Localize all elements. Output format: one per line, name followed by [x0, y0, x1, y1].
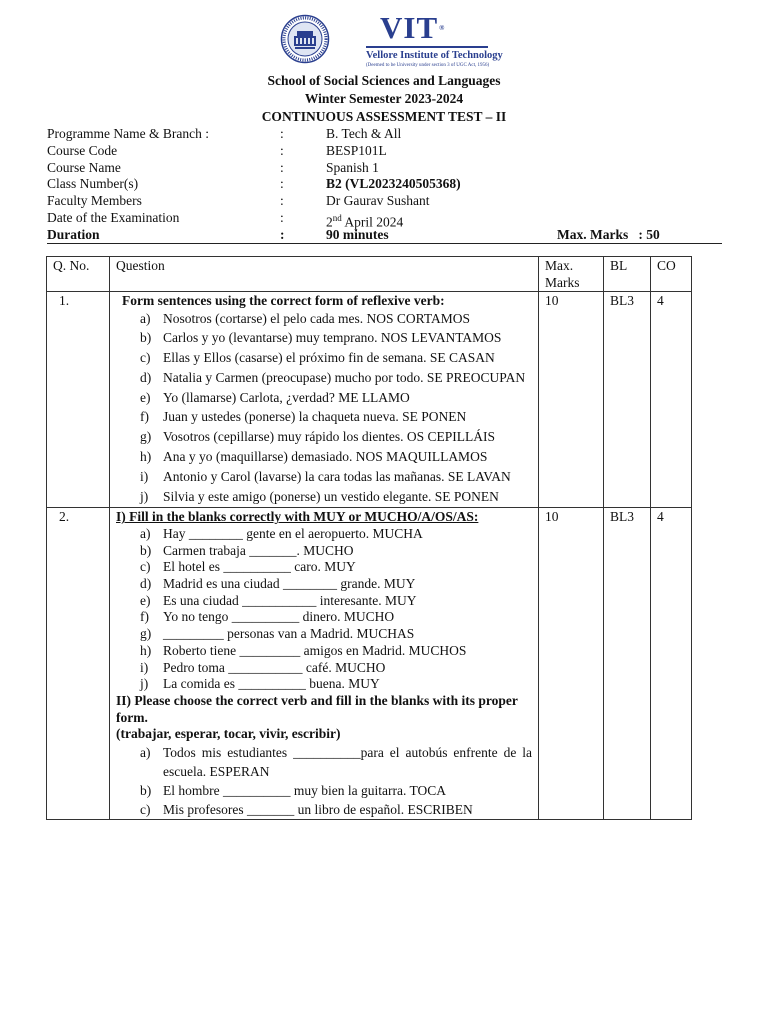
- list-item: j) Silvia y este amigo (ponerse) un vestido elegante. SE PONEN: [140, 488, 499, 504]
- header-bl: BL: [604, 257, 651, 292]
- list-item: h) Ana y yo (maquillarse) demasiado. NOS MAQUILLAMOS: [140, 449, 488, 465]
- question-title: Form sentences using the correct form of reflexive verb:: [122, 293, 445, 308]
- info-row: Course Code : BESP101L: [47, 142, 387, 158]
- exam-date-value: 2nd April 2024: [326, 212, 404, 230]
- question-part2-title: II) Please choose the correct verb and fill in the blanks with its proper form.: [116, 693, 518, 725]
- info-row: Programme Name & Branch : : B. Tech & All: [47, 126, 402, 141]
- university-seal-icon: [280, 14, 330, 64]
- list-item: e) Es una ciudad ___________ interesante. MUY: [140, 592, 417, 608]
- table-header-row: [47, 257, 692, 292]
- list-item: f) Yo no tengo __________ dinero. MUCHO: [140, 609, 395, 625]
- question-bl: BL3: [604, 508, 651, 819]
- list-item: h) Roberto tiene _________ amigos en Madrid. MUCHOS: [140, 642, 467, 658]
- question-marks: 10: [539, 508, 604, 819]
- duration-value: 90 minutes: [326, 226, 389, 242]
- info-row: Class Number(s) : B2 (VL2023240505368): [47, 176, 461, 192]
- question-table: [46, 256, 692, 820]
- max-marks: Max. Marks : 50: [557, 226, 660, 242]
- question-items: [116, 743, 532, 819]
- list-item: g) _________ personas van a Madrid. MUCHAS: [140, 626, 415, 642]
- list-item: b) Carlos y yo (levantarse) muy temprano. NOS LEVANTAMOS: [140, 330, 502, 346]
- list-item: a) Todos mis estudiantes __________para el autobús enfrente de la escuela. ESPERAN: [140, 744, 532, 779]
- list-item: f) Juan y ustedes (ponerse) la chaqueta nueva. SE PONEN: [140, 409, 467, 425]
- list-item: i) Pedro toma ___________ café. MUCHO: [140, 659, 386, 675]
- question-bl: BL3: [604, 292, 651, 508]
- question-marks: 10: [539, 292, 604, 508]
- list-item: c) Ellas y Ellos (casarse) el próximo fin de semana. SE CASAN: [140, 350, 495, 366]
- list-item: c) Mis profesores _______ un libro de español. ESCRIBEN: [140, 801, 473, 817]
- question-cell: [110, 508, 539, 819]
- list-item: c) El hotel es __________ caro. MUY: [140, 559, 356, 575]
- course-code-value: BESP101L: [326, 142, 387, 158]
- semester-title: Winter Semester 2023-2024: [304, 91, 464, 106]
- test-title: CONTINUOUS ASSESSMENT TEST – II: [261, 109, 507, 124]
- list-item: b) Carmen trabaja _______. MUCHO: [140, 542, 354, 558]
- table-row: [47, 508, 692, 819]
- question-part2-verbs: (trabajar, esperar, tocar, vivir, escribir): [116, 726, 341, 741]
- table-row: [47, 292, 692, 508]
- vit-wordmark: VIT®: [380, 10, 446, 45]
- list-item: a) Hay ________ gente en el aeropuerto. MUCHA: [140, 525, 423, 541]
- question-co: 4: [651, 508, 692, 819]
- vit-logo: [280, 10, 503, 68]
- course-name-value: Spanish 1: [326, 159, 379, 175]
- header-rule: [47, 243, 722, 244]
- header-question: Question: [110, 257, 539, 292]
- question-co: 4: [651, 292, 692, 508]
- list-item: a) Nosotros (cortarse) el pelo cada mes. NOS CORTAMOS: [140, 310, 471, 326]
- header-qno: Q. No.: [47, 257, 110, 292]
- list-item: j) La comida es __________ buena. MUY: [140, 676, 380, 692]
- list-item: d) Natalia y Carmen (preocupase) mucho por todo. SE PREOCUPAN: [140, 369, 526, 385]
- list-item: g) Vosotros (cepillarse) muy rápido los dientes. OS CEPILLÁIS: [140, 429, 495, 445]
- info-row: Faculty Members : Dr Gaurav Sushant: [47, 193, 430, 209]
- question-items: [116, 310, 532, 507]
- header-co: CO: [651, 257, 692, 292]
- question-part1-title: I) Fill in the blanks correctly with MUY or MUCHO/A/OS/AS:: [116, 509, 479, 525]
- question-number: 2.: [47, 508, 110, 819]
- faculty-value: Dr Gaurav Sushant: [326, 193, 430, 209]
- exam-info: [47, 126, 727, 244]
- school-title: School of Social Sciences and Languages: [267, 73, 501, 88]
- programme-value: B. Tech & All: [326, 126, 402, 141]
- question-items: [116, 526, 532, 693]
- list-item: i) Antonio y Carol (lavarse) la cara todas las mañanas. SE LAVAN: [140, 468, 511, 484]
- list-item: d) Madrid es una ciudad ________ grande. MUY: [140, 576, 416, 592]
- header-max-marks: Max. Marks: [539, 257, 604, 292]
- info-row: Duration : 90 minutes Max. Marks : 50: [47, 226, 660, 242]
- list-item: e) Yo (llamarse) Carlota, ¿verdad? ME LLAMO: [140, 389, 410, 405]
- class-number-value: B2 (VL2023240505368): [326, 176, 461, 192]
- list-item: b) El hombre __________ muy bien la guitarra. TOCA: [140, 782, 446, 798]
- university-tagline: (Deemed to be University under section 3 of UGC Act, 1956): [366, 63, 490, 68]
- question-cell: [110, 292, 539, 508]
- info-row: Course Name : Spanish 1: [47, 159, 379, 175]
- logo-rule: [366, 46, 488, 48]
- info-row: Date of the Examination : 2nd April 2024: [47, 209, 404, 230]
- university-name: Vellore Institute of Technology: [366, 50, 503, 61]
- question-number: 1.: [47, 292, 110, 508]
